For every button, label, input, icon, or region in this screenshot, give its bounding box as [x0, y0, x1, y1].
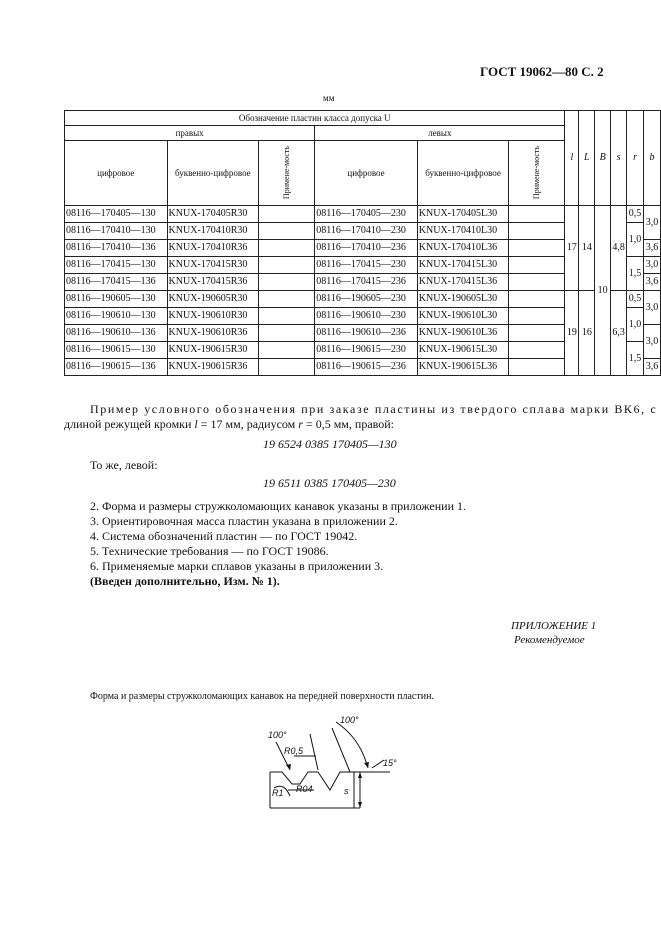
- r-value-cell: 1,5: [627, 342, 644, 376]
- col-B: B: [595, 111, 611, 206]
- appendix-title: ПРИЛОЖЕНИЕ 1: [511, 620, 597, 632]
- col-left-use: [509, 141, 565, 206]
- list-item: 4. Система обозначений пластин — по ГОСТ 19042.: [90, 529, 358, 543]
- col-left-use-label: Примене-мость: [532, 145, 542, 200]
- b-value-cell: 3,0: [644, 291, 661, 325]
- list-item: 2. Форма и размеры стружколомающих канавок указаны в приложении 1.: [90, 499, 467, 513]
- table-body: [65, 206, 661, 376]
- left-use-cell: [509, 206, 565, 223]
- right-digital-cell: 08116—170415—136: [65, 274, 168, 291]
- angle1-label: 100°: [268, 730, 287, 740]
- radius-r1-label: R1: [272, 788, 284, 798]
- r-value-cell: 1,5: [627, 257, 644, 291]
- right-use-cell: [259, 240, 315, 257]
- left-title: левых: [315, 126, 565, 141]
- example-line-2c: = 0,5 мм, правой:: [302, 417, 394, 431]
- right-digital-cell: 08116—190610—136: [65, 325, 168, 342]
- example-l-symbol: l: [194, 417, 198, 431]
- example-line-2a: длиной режущей кромки: [64, 417, 195, 431]
- col-right-alpha: буквенно-цифровое: [167, 141, 259, 206]
- L-value-cell: 16: [579, 291, 595, 376]
- col-right-use-label: Примене-мость: [282, 145, 292, 200]
- s-value-cell: 4,8: [611, 206, 627, 291]
- right-digital-cell: 08116—170410—130: [65, 223, 168, 240]
- b-value-cell: 3,6: [644, 240, 661, 257]
- col-L: L: [579, 111, 595, 206]
- radius-r04-label: R04: [296, 784, 313, 794]
- example-r-symbol: r: [298, 417, 303, 431]
- same-left-text: То же, левой:: [90, 458, 158, 472]
- right-alpha-cell: KNUX-170415R30: [167, 257, 259, 274]
- right-digital-cell: 08116—190615—136: [65, 359, 168, 376]
- left-alpha-cell: KNUX-170405L30: [417, 206, 509, 223]
- appendix-status: Рекомендуемое: [514, 634, 585, 646]
- b-value-cell: 3,0: [644, 206, 661, 240]
- right-use-cell: [259, 223, 315, 240]
- s-value-cell: 6,3: [611, 291, 627, 376]
- left-use-cell: [509, 274, 565, 291]
- left-use-cell: [509, 291, 565, 308]
- left-alpha-cell: KNUX-170415L30: [417, 257, 509, 274]
- left-digital-cell: 08116—170410—236: [315, 240, 418, 257]
- groove-drawing: [240, 712, 410, 824]
- page-header: ГОСТ 19062—80 С. 2: [480, 64, 604, 79]
- right-use-cell: [259, 291, 315, 308]
- right-alpha-cell: KNUX-170410R30: [167, 223, 259, 240]
- col-left-alpha: буквенно-цифровое: [417, 141, 509, 206]
- left-use-cell: [509, 223, 565, 240]
- right-use-cell: [259, 308, 315, 325]
- example-line-2b: = 17 мм, радиусом: [197, 417, 299, 431]
- table-row: [65, 206, 661, 223]
- col-b: b: [644, 111, 661, 206]
- right-use-cell: [259, 325, 315, 342]
- col-right-digital: цифровое: [65, 141, 168, 206]
- list-item: 5. Технические требования — по ГОСТ 19086.: [90, 544, 329, 558]
- left-digital-cell: 08116—190605—230: [315, 291, 418, 308]
- left-alpha-cell: KNUX-190605L30: [417, 291, 509, 308]
- right-alpha-cell: KNUX-190610R36: [167, 325, 259, 342]
- b-value-cell: 3,0: [644, 325, 661, 359]
- right-use-cell: [259, 206, 315, 223]
- left-use-cell: [509, 325, 565, 342]
- left-digital-cell: 08116—170405—230: [315, 206, 418, 223]
- left-use-cell: [509, 308, 565, 325]
- r-value-cell: 0,5: [627, 291, 644, 308]
- left-alpha-cell: KNUX-190610L30: [417, 308, 509, 325]
- angle2-leader: [332, 728, 350, 772]
- r-value-cell: 1,0: [627, 308, 644, 342]
- right-alpha-cell: KNUX-170405R30: [167, 206, 259, 223]
- left-digital-cell: 08116—170415—230: [315, 257, 418, 274]
- B-value-cell: 10: [595, 206, 611, 376]
- r-value-cell: 0,5: [627, 206, 644, 223]
- left-alpha-cell: KNUX-190615L30: [417, 342, 509, 359]
- example-line-2: [64, 417, 394, 432]
- spec-table: [64, 110, 661, 376]
- l-value-cell: 17: [565, 206, 579, 291]
- angle2-arc: [336, 722, 368, 768]
- l-value-cell: 19: [565, 291, 579, 376]
- right-digital-cell: 08116—170415—130: [65, 257, 168, 274]
- dim-s-label: s: [344, 786, 349, 796]
- right-alpha-cell: KNUX-190615R30: [167, 342, 259, 359]
- right-alpha-cell: KNUX-190610R30: [167, 308, 259, 325]
- radius-r05-label: R0,5: [284, 746, 304, 756]
- col-s: s: [611, 111, 627, 206]
- L-value-cell: 14: [579, 206, 595, 291]
- appendix-caption: Форма и размеры стружколомающих канавок на передней поверхности пластин.: [90, 691, 434, 702]
- list-item: 6. Применяемые марки сплавов указаны в приложении 3.: [90, 559, 384, 573]
- left-digital-cell: 08116—190615—230: [315, 342, 418, 359]
- right-use-cell: [259, 274, 315, 291]
- table-row: [65, 291, 661, 308]
- b-value-cell: 3,0: [644, 257, 661, 274]
- col-r: r: [627, 111, 644, 206]
- left-use-cell: [509, 359, 565, 376]
- col-right-use: [259, 141, 315, 206]
- right-title: правых: [65, 126, 315, 141]
- angle-leader-mid: [310, 734, 318, 770]
- amendment-note: (Введен дополнительно, Изм. № 1).: [90, 574, 280, 588]
- right-use-cell: [259, 359, 315, 376]
- left-digital-cell: 08116—190615—236: [315, 359, 418, 376]
- group-title: Обозначение пластин класса допуска U: [65, 111, 565, 126]
- angle1-arrow: [286, 764, 291, 770]
- dim-arrow-top: [358, 772, 362, 778]
- left-alpha-cell: KNUX-170415L36: [417, 274, 509, 291]
- formula-right: 19 6524 0385 170405—130: [263, 437, 397, 451]
- right-digital-cell: 08116—190605—130: [65, 291, 168, 308]
- angle3-label: 15°: [383, 758, 397, 768]
- left-use-cell: [509, 257, 565, 274]
- right-alpha-cell: KNUX-190615R36: [167, 359, 259, 376]
- left-digital-cell: 08116—190610—236: [315, 325, 418, 342]
- b-value-cell: 3,6: [644, 274, 661, 291]
- right-alpha-cell: KNUX-170410R36: [167, 240, 259, 257]
- left-alpha-cell: KNUX-170410L30: [417, 223, 509, 240]
- right-digital-cell: 08116—170405—130: [65, 206, 168, 223]
- left-digital-cell: 08116—170415—236: [315, 274, 418, 291]
- dim-arrow-bottom: [358, 802, 362, 808]
- left-alpha-cell: KNUX-170410L36: [417, 240, 509, 257]
- left-alpha-cell: KNUX-190610L36: [417, 325, 509, 342]
- col-left-digital: цифровое: [315, 141, 418, 206]
- r-value-cell: 1,0: [627, 223, 644, 257]
- b-value-cell: 3,6: [644, 359, 661, 376]
- col-l: l: [565, 111, 579, 206]
- example-line-1: Пример условного обозначения при заказе пластины из твердого сплава марки ВК6, с: [90, 402, 658, 416]
- list-item: 3. Ориентировочная масса пластин указана в приложении 2.: [90, 514, 398, 528]
- left-use-cell: [509, 342, 565, 359]
- right-digital-cell: 08116—190615—130: [65, 342, 168, 359]
- left-digital-cell: 08116—190610—230: [315, 308, 418, 325]
- angle2-label: 100°: [340, 715, 359, 725]
- left-use-cell: [509, 240, 565, 257]
- formula-left: 19 6511 0385 170405—230: [263, 476, 396, 490]
- unit-label: мм: [323, 93, 335, 103]
- right-use-cell: [259, 257, 315, 274]
- right-use-cell: [259, 342, 315, 359]
- left-digital-cell: 08116—170410—230: [315, 223, 418, 240]
- right-alpha-cell: KNUX-190605R30: [167, 291, 259, 308]
- right-digital-cell: 08116—170410—136: [65, 240, 168, 257]
- right-digital-cell: 08116—190610—130: [65, 308, 168, 325]
- right-alpha-cell: KNUX-170415R36: [167, 274, 259, 291]
- left-alpha-cell: KNUX-190615L36: [417, 359, 509, 376]
